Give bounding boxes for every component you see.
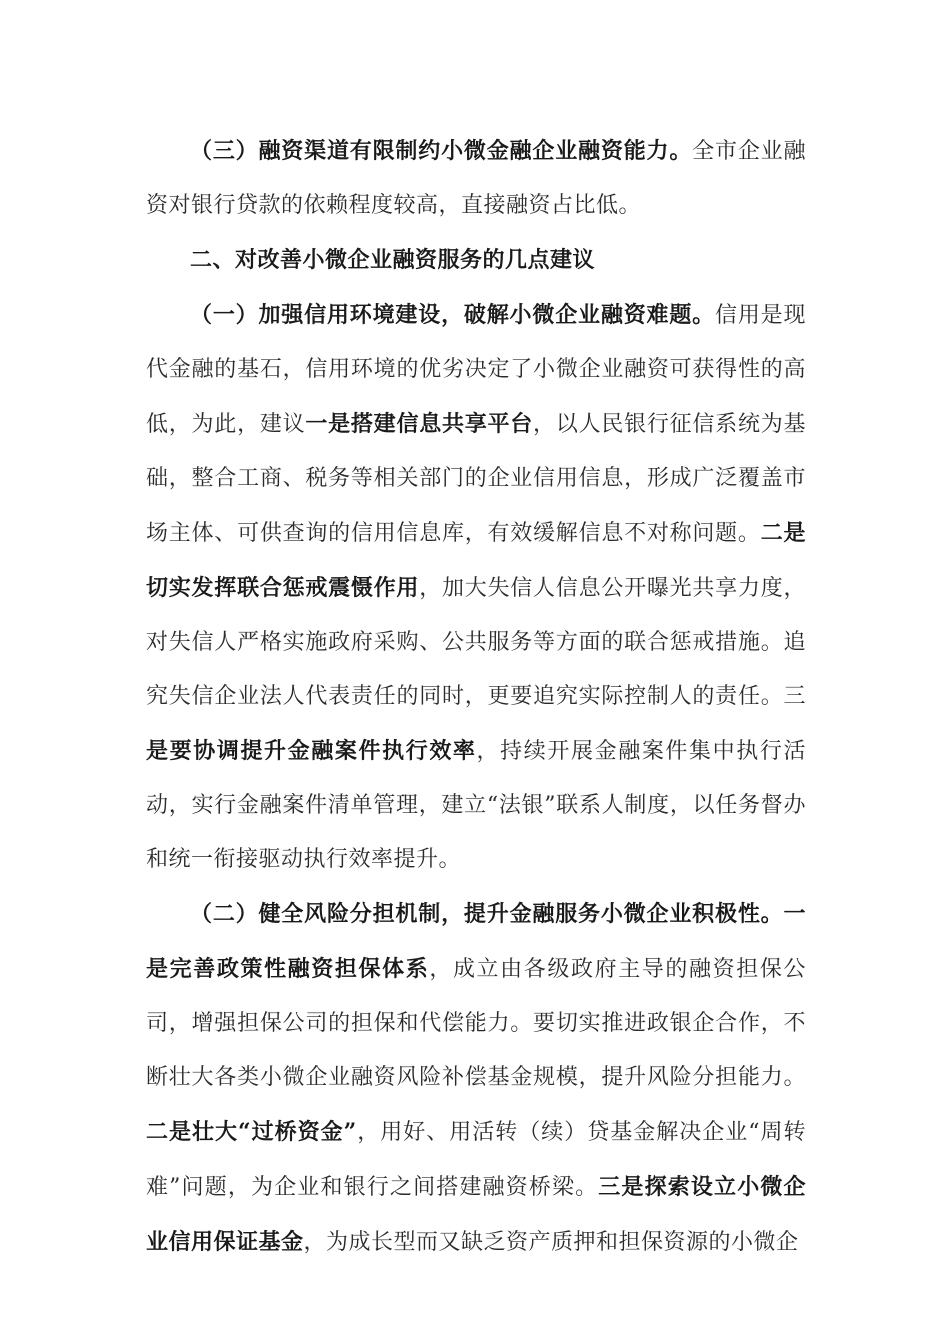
bold-bridge-funds: 二是壮大“过桥资金” (146, 1119, 357, 1145)
text-credit-4: ，持续开展金融案件集中执行活动，实行金融案件清单管理，建立“法银”联系人制度，以任务督办和统一衔接驱动执行效率提升。 (146, 739, 806, 872)
text-risk-1: ，成立由各级政府主导的融资担保公司，增强担保公司的担保和代偿能力。要切实推进政银企合作，不断壮大各类小微企业融资风险补偿基金规模，提升风险分担能力。 (146, 957, 806, 1090)
heading-financing-channels: （三）融资渠道有限制约小微金融企业融资能力。 (190, 138, 693, 164)
text-risk-3: ，为成长型而又缺乏资产质押和担保资源的小微企 (303, 1230, 799, 1255)
bold-joint-punishment: 二是切实发挥联合惩戒震慑作用 (146, 520, 806, 601)
text-financing-channels: 全市企业融资对银行贷款的依赖程度较高，直接融资占比低。 (146, 139, 806, 218)
section-title-suggestions (146, 233, 806, 288)
text-risk-2: ，用好、用活转（续）贷基金解决企业“周转难”问题，为企业和银行之间搭建融资桥梁。 (146, 1120, 807, 1200)
text-credit-2: ，以人民银行征信系统为基础，整合工商、税务等相关部门的企业信用信息，形成广泛覆盖市场主体、可供查询的信用信息库，有效缓解信息不对称问题。 (146, 412, 806, 546)
text-credit-1: 信用是现代金融的基石，信用环境的优劣决定了小微企业融资可获得性的高低，为此，建议 (146, 303, 806, 437)
bold-case-efficiency: 是要协调提升金融案件执行效率 (146, 738, 477, 764)
paragraph-financing-channels (146, 124, 806, 233)
text-credit-3: ，加大失信人信息公开曝光共享力度，对失信人严格实施政府采购、公共服务等方面的联合惩戒措施。追究失信企业法人代表责任的同时，更要追究实际控制人的责任。三 (146, 576, 806, 709)
heading-risk-sharing: （二）健全风险分担机制，提升金融服务小微企业积极性。一是完善政策性融资担保体系 (146, 901, 806, 982)
paragraph-credit-environment (146, 288, 806, 887)
document-page (146, 124, 806, 1270)
bold-info-sharing: 一是搭建信息共享平台 (305, 411, 534, 437)
section-title-text: 二、对改善小微企业融资服务的几点建议 (190, 247, 596, 273)
paragraph-risk-sharing (146, 887, 806, 1270)
heading-credit-environment: （一）加强信用环境建设，破解小微企业融资难题。 (190, 302, 715, 328)
bold-credit-guarantee-fund: 三是探索设立小微企业信用保证基金 (146, 1174, 806, 1255)
